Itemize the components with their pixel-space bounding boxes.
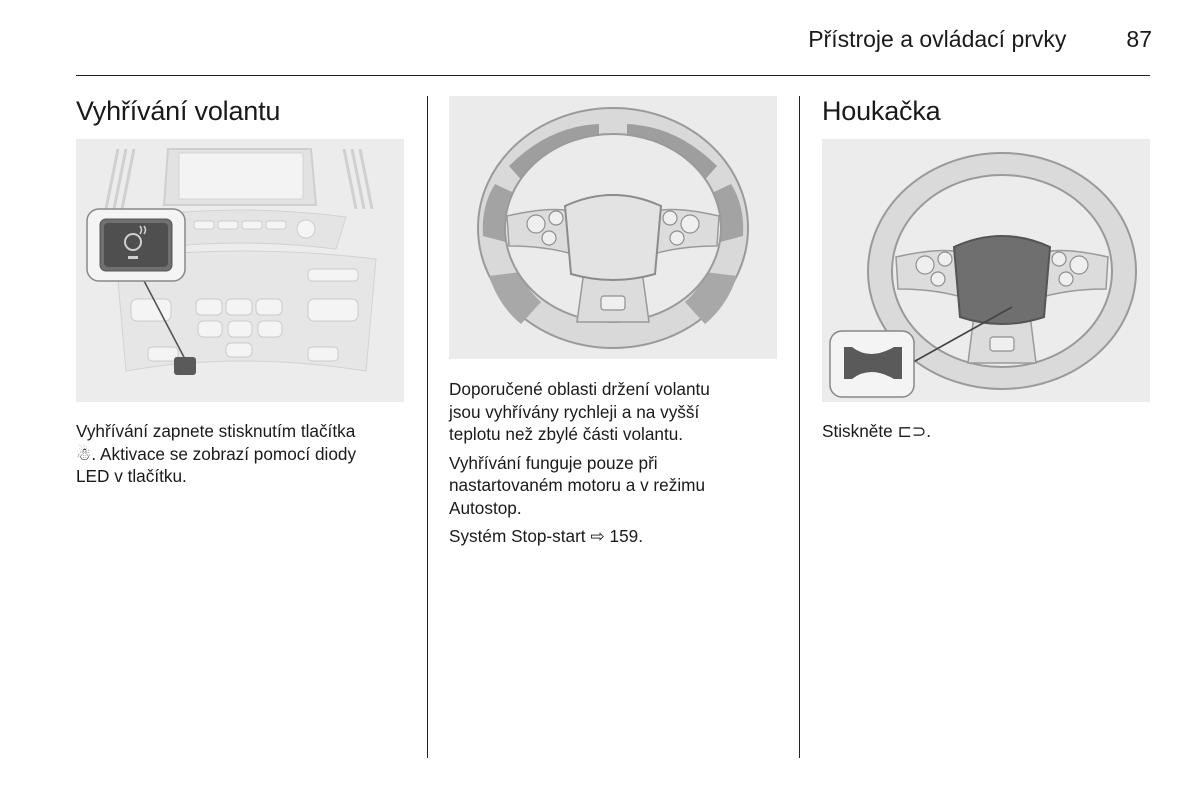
column-divider: [427, 96, 428, 758]
text-line: Doporučené oblasti držení volantu: [449, 379, 710, 399]
text-line: Stiskněte ⊏⊃.: [822, 421, 932, 441]
heated-zones-text: [449, 378, 789, 554]
dashboard-heated-wheel-button-illustration: [76, 139, 404, 402]
text-line: ☃. Aktivace se zobrazí pomocí diody: [76, 443, 357, 464]
figure-steering-wheel-zones: [449, 96, 777, 359]
section-title-heated-wheel: Vyhřívání volantu: [76, 96, 281, 126]
text-line: Vyhřívání funguje pouze při: [449, 452, 658, 473]
text-line: LED v tlačítku.: [76, 466, 187, 486]
paragraph: [449, 525, 789, 548]
horn-instruction: [822, 420, 1152, 443]
text-line: nastartovaném motoru a v režimu: [449, 475, 706, 495]
chapter-title: Přístroje a ovládací prvky: [808, 26, 1067, 52]
text-line: Autostop.: [449, 497, 522, 518]
page-header: [0, 26, 1152, 53]
paragraph: [449, 452, 789, 520]
section-title-horn: Houkačka: [822, 96, 941, 126]
header-rule: [76, 75, 1150, 76]
text-line: Vyhřívání zapnete stisknutím tlačítka: [76, 421, 356, 441]
stop-start-reference-link[interactable]: Systém Stop-start ⇨ 159.: [449, 526, 643, 546]
figure-horn: [822, 139, 1150, 402]
steering-wheel-horn-illustration: [822, 139, 1150, 402]
text-line: teplotu než zbylé části volantu.: [449, 424, 684, 444]
column-divider: [799, 96, 800, 758]
steering-wheel-heated-zones-illustration: [449, 96, 777, 359]
paragraph: [449, 378, 789, 446]
figure-dashboard: [76, 139, 404, 402]
heated-wheel-instructions: [76, 420, 416, 488]
page-number: 87: [1126, 26, 1152, 52]
text-line: jsou vyhřívány rychleji a na vyšší: [449, 401, 700, 422]
